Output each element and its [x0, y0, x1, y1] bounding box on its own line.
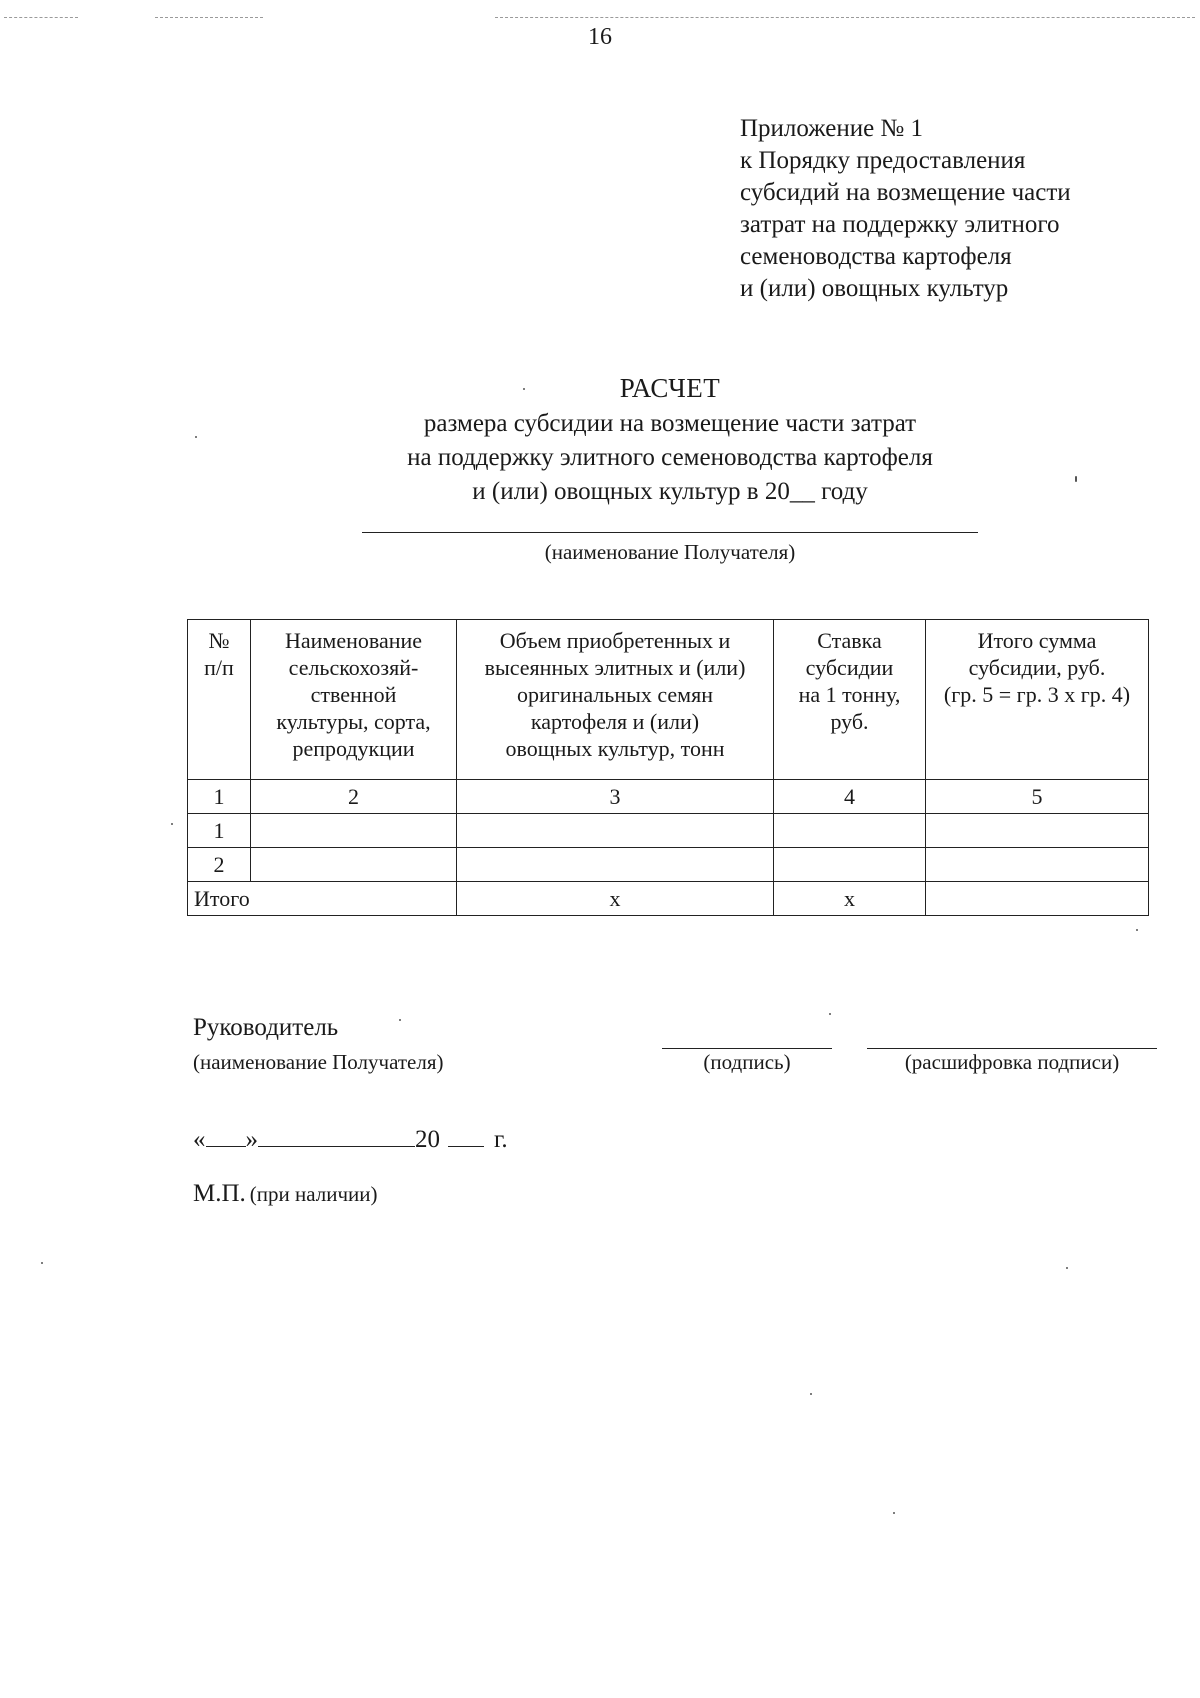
header-text: сельскохозяй-: [288, 655, 419, 680]
header-text: ственной: [310, 682, 397, 707]
scan-speck: [893, 1512, 895, 1514]
table-cell: [457, 814, 774, 848]
header-cell-number: [188, 620, 251, 780]
appendix-line: к Порядку предоставления: [740, 147, 1026, 174]
scan-speck: [829, 1013, 831, 1015]
table-cell: 2: [188, 848, 251, 882]
appendix-line: затрат на поддержку элитного: [740, 211, 1060, 238]
date-month-blank: [258, 1124, 415, 1147]
table-row: [188, 848, 1149, 882]
header-text: Ставка: [817, 628, 882, 653]
header-text: Объем приобретенных и: [499, 628, 731, 653]
document-subtitle: [0, 407, 1200, 509]
table-cell: [926, 848, 1149, 882]
header-text: №: [208, 628, 230, 653]
recipient-name-blank: [362, 532, 978, 533]
date-line: [193, 1124, 508, 1154]
scan-speck: [41, 1262, 43, 1264]
header-text: Итого сумма: [977, 628, 1097, 653]
date-year-prefix: 20: [415, 1126, 440, 1153]
signature-decode-caption: (расшифровка подписи): [904, 1050, 1120, 1074]
head-caption: (наименование Получателя): [193, 1050, 444, 1074]
header-cell-total-subsidy: [926, 620, 1149, 780]
header-text: Наименование: [284, 628, 423, 653]
scan-speck: [171, 823, 173, 825]
header-text: высеянных элитных и (или): [484, 655, 746, 680]
header-cell-crop-name: [251, 620, 457, 780]
date-close-quote: »: [245, 1126, 258, 1153]
column-number: 2: [251, 780, 457, 814]
subtitle-line: на поддержку элитного семеноводства картофеля: [407, 444, 933, 471]
scan-speck: [1066, 1267, 1068, 1269]
column-number: 4: [774, 780, 926, 814]
stamp-note: (при наличии): [249, 1182, 378, 1206]
appendix-line: семеноводства картофеля: [740, 243, 1012, 270]
header-text: картофеля и (или): [530, 709, 700, 734]
head-label: Руководитель: [193, 1014, 339, 1041]
scan-speck: [1136, 929, 1138, 931]
appendix-line: Приложение № 1: [740, 115, 924, 142]
header-cell-subsidy-rate: [774, 620, 926, 780]
header-text: руб.: [830, 709, 869, 734]
header-text: (гр. 5 = гр. 3 x гр. 4): [943, 682, 1131, 707]
date-year-blank: [448, 1124, 484, 1147]
date-year-suffix: г.: [494, 1126, 508, 1153]
document-title: РАСЧЕТ: [619, 373, 721, 403]
stamp-placeholder: [193, 1180, 378, 1208]
total-cell-sum: [926, 882, 1149, 916]
table-cell: [774, 814, 926, 848]
column-number: 1: [188, 780, 251, 814]
header-text: оригинальных семян: [517, 682, 713, 707]
column-number: 3: [457, 780, 774, 814]
recipient-caption: (наименование Получателя): [544, 540, 796, 564]
total-cell-volume: x: [457, 882, 774, 916]
signature-decode-line: [867, 1048, 1157, 1049]
subtitle-line: и (или) овощных культур в 20__ году: [472, 478, 868, 505]
signature-line: [662, 1048, 832, 1049]
scan-edge-left: [4, 17, 78, 18]
column-number-row: [188, 780, 1149, 814]
column-number: 5: [926, 780, 1149, 814]
header-cell-seed-volume: [457, 620, 774, 780]
date-day-blank: [206, 1124, 246, 1147]
signature-caption: (подпись): [703, 1050, 791, 1074]
scan-speck: [810, 1393, 812, 1395]
scan-speck: [399, 1019, 401, 1021]
calculation-table: [187, 619, 1149, 916]
total-row: [188, 882, 1149, 916]
header-text: п/п: [204, 655, 234, 680]
total-label: Итого: [188, 882, 457, 916]
table-cell: 1: [188, 814, 251, 848]
table-header-row: [188, 620, 1149, 780]
stamp-label: М.П.: [193, 1180, 246, 1207]
page-number: 16: [588, 24, 612, 50]
table-row: [188, 814, 1149, 848]
table-cell: [774, 848, 926, 882]
table-cell: [251, 848, 457, 882]
appendix-line: субсидий на возмещение части: [740, 179, 1071, 206]
header-text: репродукции: [292, 736, 415, 761]
total-cell-rate: x: [774, 882, 926, 916]
appendix-reference: [740, 113, 1071, 305]
table-cell: [457, 848, 774, 882]
scan-edge-right: [495, 17, 1195, 18]
header-text: на 1 тонну,: [798, 682, 901, 707]
table-cell: [926, 814, 1149, 848]
date-open-quote: «: [193, 1126, 206, 1153]
header-text: овощных культур, тонн: [505, 736, 725, 761]
table-cell: [251, 814, 457, 848]
header-text: субсидии, руб.: [968, 655, 1106, 680]
header-text: культуры, сорта,: [276, 709, 431, 734]
appendix-line: и (или) овощных культур: [740, 275, 1009, 302]
header-text: субсидии: [805, 655, 894, 680]
scan-edge-middle: [155, 17, 263, 18]
subtitle-line: размера субсидии на возмещение части затрат: [423, 410, 917, 437]
